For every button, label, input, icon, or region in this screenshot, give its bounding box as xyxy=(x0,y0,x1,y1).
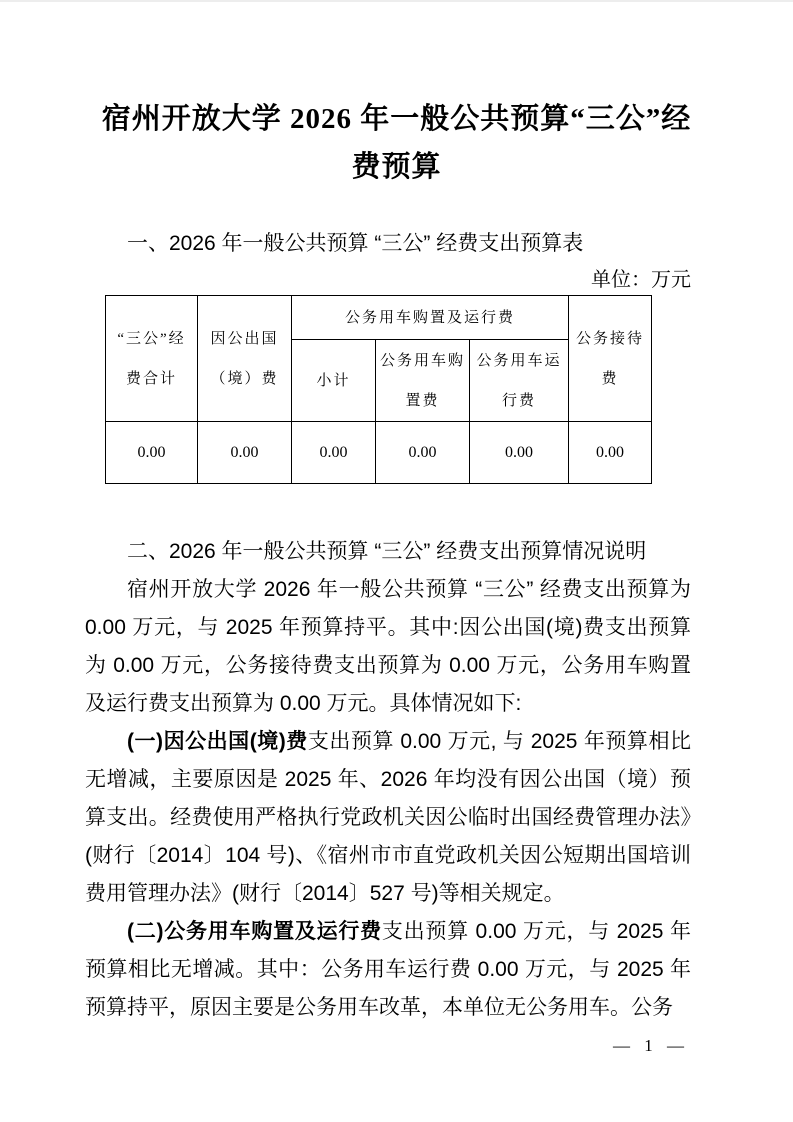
doc-title: 宿州开放大学 2026 年一般公共预算“三公”经费预算 xyxy=(101,103,692,183)
paragraph-abroad-lead: (一)因公出国(境)费 xyxy=(127,730,308,753)
page-number: — 1 — xyxy=(613,1036,689,1055)
value-abroad: 0.00 xyxy=(198,422,292,484)
value-total: 0.00 xyxy=(106,422,198,484)
table-header-vehicle-purchase: 公务用车购置费 xyxy=(376,340,470,422)
table-header-total: “三公”经费合计 xyxy=(106,296,198,422)
value-vehicle-operation: 0.00 xyxy=(470,422,569,484)
page-content xyxy=(85,225,691,1027)
section1-heading: 一、2026 年一般公共预算 “三公” 经费支出预算表 xyxy=(127,232,584,255)
value-reception: 0.00 xyxy=(569,422,652,484)
table-header-row-1 xyxy=(106,296,652,340)
table-header-vehicle-operation: 公务用车运行费 xyxy=(470,340,569,422)
paragraph-abroad-body: 支出预算 0.00 万元, 与 2025 年预算相比无增减，主要原因是 2025 年、2026 年均没有因公出国（境）预算支出。经费使用严格执行党政机关因公临时出国经费管理办法》(财行〔2014〕104 号)、《宿州市市直党政机关因公短期出国培训费用管理办法》(财行〔2014〕527 号)等相关规定。 xyxy=(85,730,691,905)
table-header-reception: 公务接待费 xyxy=(569,296,652,422)
budget-table xyxy=(105,295,652,484)
value-subtotal: 0.00 xyxy=(292,422,376,484)
paragraph-vehicle-body: 支出预算 0.00 万元，与 2025 年预算相比无增减。其中：公务用车运行费 0.00 万元，与 2025 年预算持平，原因主要是公务用车改革，本单位无公务用车。公务 xyxy=(85,920,691,1019)
paragraph-summary: 宿州开放大学 2026 年一般公共预算 “三公” 经费支出预算为 0.00 万元，与 2025 年预算持平。其中:因公出国(境)费支出预算为 0.00 万元，公务接待费支出预算为 0.00 万元，公务用车购置及运行费支出预算为 0.00 万元。具体情况如下: xyxy=(85,578,691,715)
value-vehicle-purchase: 0.00 xyxy=(376,422,470,484)
paragraph-vehicle xyxy=(85,913,691,1027)
table-unit-label: 单位：万元 xyxy=(591,269,691,291)
paragraph-abroad xyxy=(85,723,691,913)
table-header-subtotal: 小计 xyxy=(292,340,376,422)
table-header-abroad: 因公出国（境）费 xyxy=(198,296,292,422)
table-header-vehicle-group: 公务用车购置及运行费 xyxy=(292,296,569,340)
table-data-row xyxy=(106,422,652,484)
paragraph-vehicle-lead: (二)公务用车购置及运行费 xyxy=(127,920,382,943)
section2-heading: 二、2026 年一般公共预算 “三公” 经费支出预算情况说明 xyxy=(127,540,647,563)
